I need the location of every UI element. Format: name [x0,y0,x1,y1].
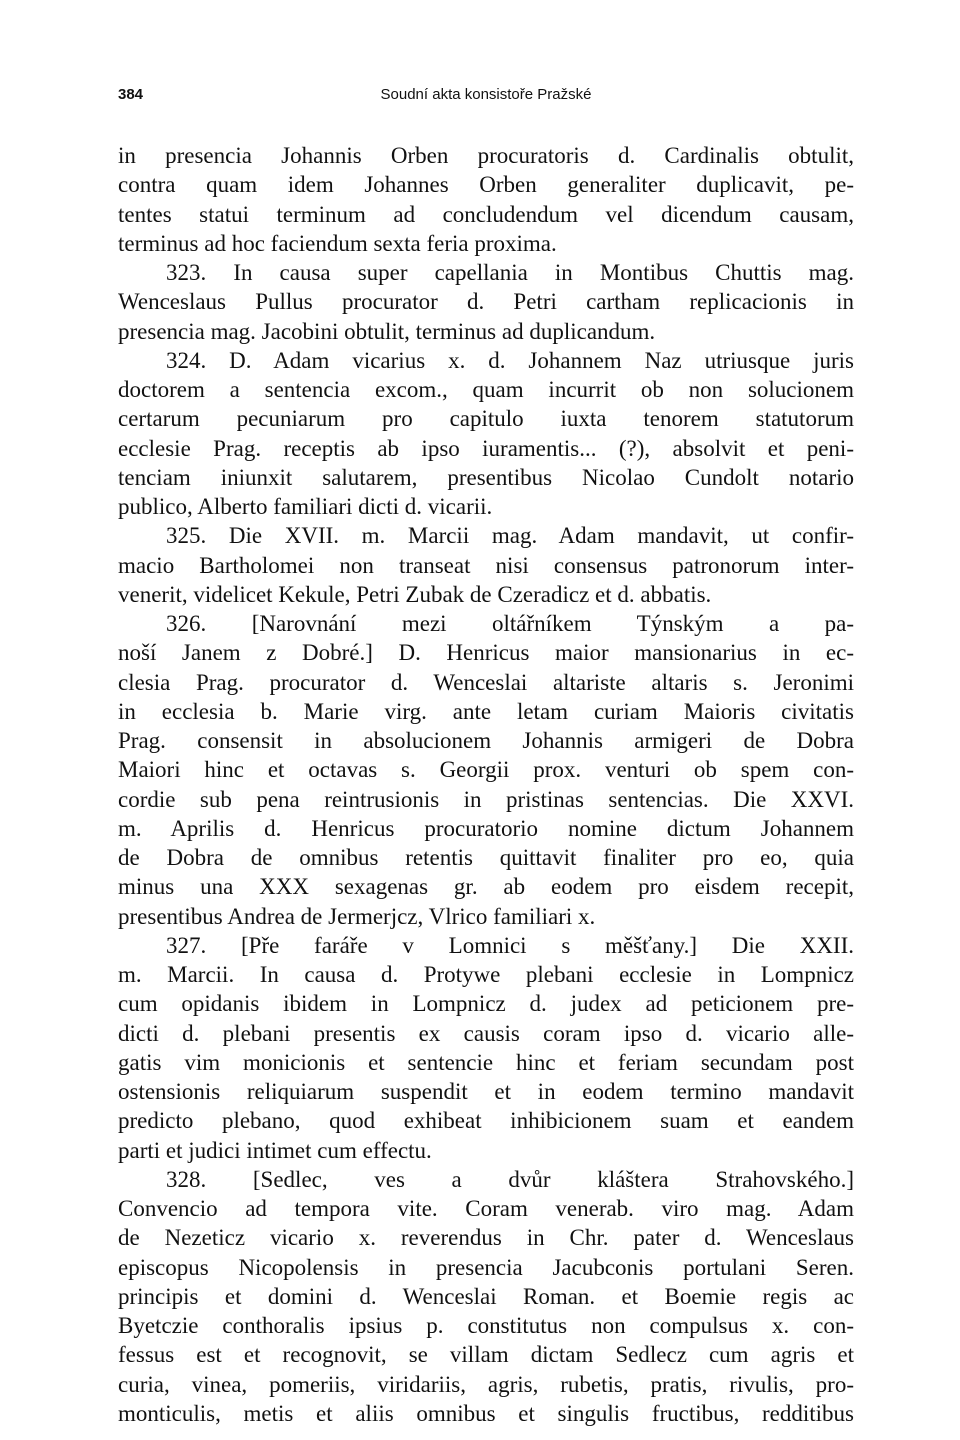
running-head [118,86,854,110]
text-line: cum opidanis ibidem in Lompnicz d. judex ad peticionem pre- [118,991,854,1017]
text-line: doctorem a sentencia excom., quam incurrit ob non solucionem [118,377,854,402]
text-line: m. Marcii. In causa d. Protywe plebani ecclesie in Lompnicz [118,962,854,987]
text-line: Wenceslaus Pullus procurator d. Petri cartham replicacionis in [118,289,854,315]
text-line: 324. D. Adam vicarius x. d. Johannem Naz utriusque juris [166,347,854,373]
text-line: noší Janem z Dobré.] D. Henricus maior mansionarius in ec- [118,640,854,666]
text-line: 325. Die XVII. m. Marcii mag. Adam mandavit, ut confir- [166,523,854,549]
text-line: Maiori hinc et octavas s. Georgii prox. venturi ob spem con- [118,757,854,783]
text-line: tenciam iniunxit salutarem, presentibus Nicolao Cundolt notario [118,464,854,490]
text-line: m. Aprilis d. Henricus procuratorio nomine dictum Johannem [118,815,854,841]
text-line: de Nezeticz vicario x. reverendus in Chr. pater d. Wenceslaus [118,1225,854,1251]
text-line: ostensionis reliquiarum suspendit et in eodem termino mandavit [118,1079,854,1104]
text-line: 327. [Pře faráře v Lomnici s měšťany.] Die XXII. [166,932,854,958]
text-line: 328. [Sedlec, ves a dvůr kláštera Strahovského.] [166,1166,854,1192]
text-line: principis et domini d. Wenceslai Roman. et Boemie regis ac [118,1283,854,1309]
text-line: de Dobra de omnibus retentis quittavit finaliter pro eo, quia [118,845,854,870]
text-line: presentibus Andrea de Jermerjcz, Vlrico familiari x. [118,903,596,929]
text-line: in ecclesia b. Marie virg. ante letam curiam Maioris civitatis [118,698,854,724]
text-line: Convencio ad tempora vite. Coram venerab. viro mag. Adam [118,1196,854,1221]
text-line: clesia Prag. procurator d. Wenceslai altariste altaris s. Jeronimi [118,669,854,695]
text-line: fessus est et recognovit, se villam dictam Sedlecz cum agris et [118,1342,854,1368]
text-line: in presencia Johannis Orben procuratoris d. Cardinalis obtulit, [118,143,854,168]
text-line: ecclesie Prag. receptis ab ipso iuramentis... (?), absolvit et peni- [118,435,854,461]
body-text [118,141,854,1428]
text-line: Byetczie conthoralis ipsius p. constitutus non compulsus x. con- [118,1313,854,1338]
text-line: gatis vim monicionis et sentencie hinc et feriam secundam post [118,1049,854,1075]
text-line: parti et judici intimet cum effectu. [118,1137,432,1163]
text-line: minus una XXX sexagenas gr. ab eodem pro eisdem recepit, [118,874,854,900]
text-line: tentes statui terminum ad concludendum vel dicendum causam, [118,201,854,227]
text-line: terminus ad hoc faciendum sexta feria proxima. [118,230,557,256]
text-line: predicto plebano, quod exhibeat inhibicionem suam et eandem [118,1108,854,1134]
text-line: curia, vinea, pomeriis, viridariis, agris, rubetis, pratis, rivulis, pro- [118,1371,854,1397]
text-line: dicti d. plebani presentis ex causis coram ipso d. vicario alle- [118,1020,854,1046]
text-line: cordie sub pena reintrusionis in pristinas sentencias. Die XXVI. [118,786,854,812]
text-line: monticulis, metis et aliis omnibus et singulis fructibus, redditibus [118,1400,854,1426]
text-line: presencia mag. Jacobini obtulit, terminus ad duplicandum. [118,318,656,344]
page-number: 384 [118,86,144,103]
text-line: 326. [Narovnání mezi oltářníkem Týnským a pa- [166,611,854,636]
text-line: contra quam idem Johannes Orben generaliter duplicavit, pe- [118,172,854,198]
text-line: Prag. consensit in absolucionem Johannis armigeri de Dobra [118,728,854,753]
text-line: publico, Alberto familiari dicti d. vicarii. [118,494,493,519]
text-line: venerit, videlicet Kekule, Petri Zubak de Czeradicz et d. abbatis. [118,581,712,607]
text-line: macio Bartholomei non transeat nisi consensus patronorum inter- [118,552,854,578]
text-line: episcopus Nicopolensis in presencia Jacubconis portulani Seren. [118,1254,854,1280]
text-line: 323. In causa super capellania in Montibus Chuttis mag. [166,260,854,285]
text-line: certarum pecuniarum pro capitulo iuxta tenorem statutorum [118,406,854,432]
running-title: Soudní akta konsistoře Pražské [380,86,592,103]
